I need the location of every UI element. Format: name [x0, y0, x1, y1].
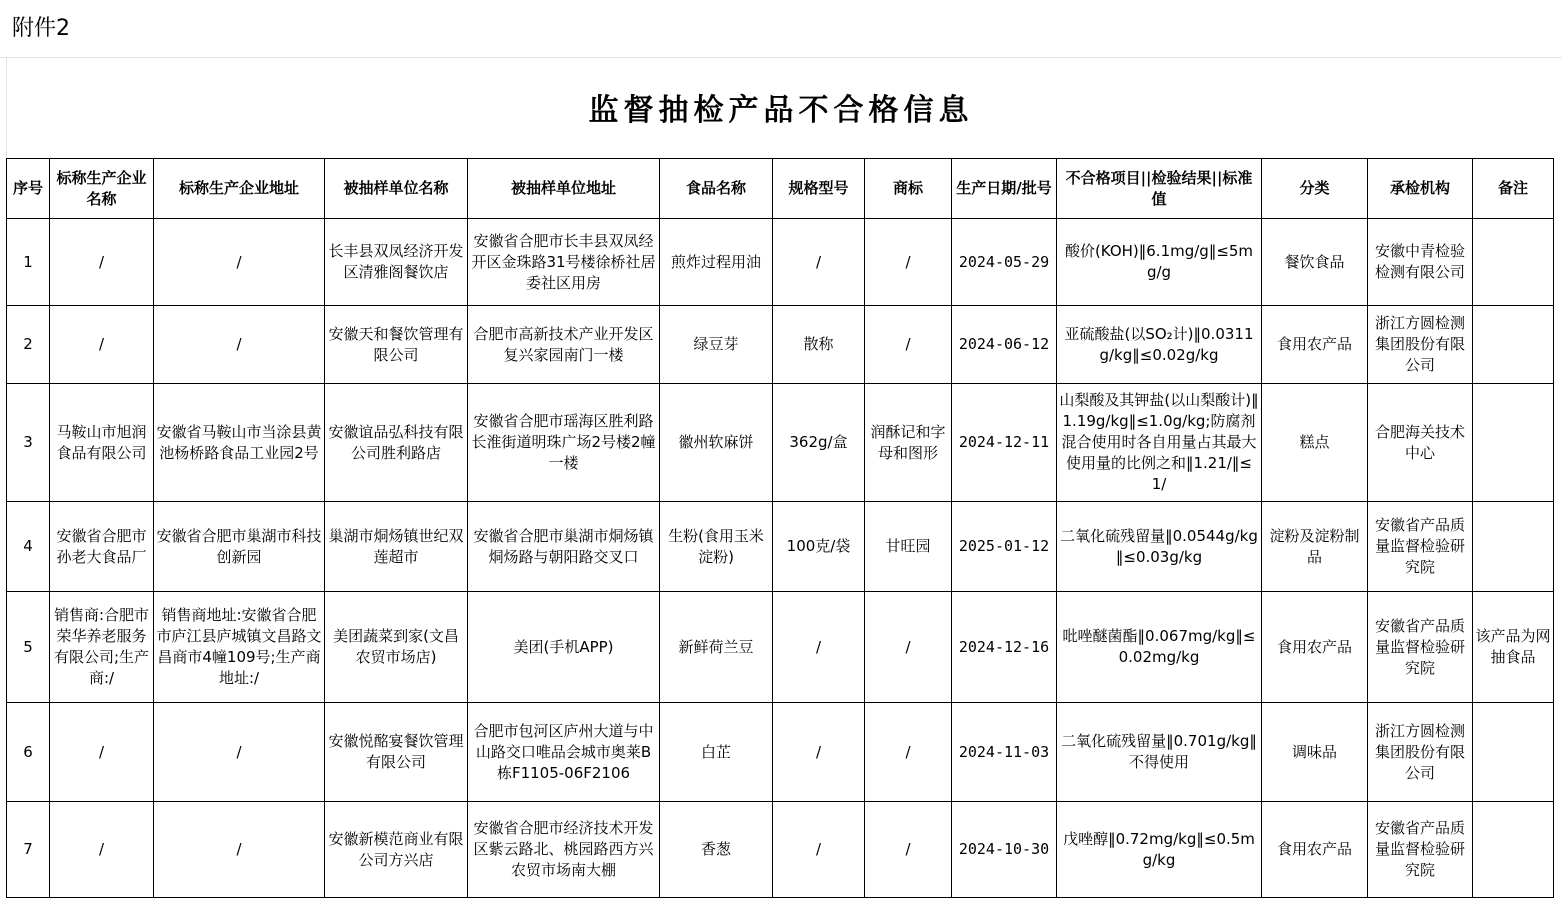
- cell-category: 食用农产品: [1262, 592, 1368, 703]
- cell-remarks: [1473, 306, 1554, 384]
- cell-sampled-unit-address: 美团(手机APP): [468, 592, 660, 703]
- document-title: 监督抽检产品不合格信息: [588, 93, 974, 128]
- cell-specification: /: [773, 219, 865, 306]
- cell-category: 糕点: [1262, 384, 1368, 502]
- cell-specification: 362g/盒: [773, 384, 865, 502]
- col-header-category: 分类: [1262, 159, 1368, 219]
- col-header-food-name: 食品名称: [660, 159, 773, 219]
- cell-category: 淀粉及淀粉制品: [1262, 502, 1368, 592]
- cell-production-date: 2024-12-16: [952, 592, 1057, 703]
- cell-specification: /: [773, 592, 865, 703]
- cell-category: 食用农产品: [1262, 802, 1368, 898]
- cell-testing-agency: 安徽省产品质量监督检验研究院: [1368, 502, 1473, 592]
- cell-manufacturer-name: 安徽省合肥市孙老大食品厂: [50, 502, 154, 592]
- cell-index: 7: [7, 802, 50, 898]
- cell-sampled-unit-name: 巢湖市烔炀镇世纪双莲超市: [325, 502, 468, 592]
- cell-food-name: 煎炸过程用油: [660, 219, 773, 306]
- cell-trademark: 甘旺园: [865, 502, 952, 592]
- table-row: [7, 502, 1554, 592]
- cell-failed-item: 酸价(KOH)‖6.1mg/g‖≤5mg/g: [1057, 219, 1262, 306]
- cell-manufacturer-name: /: [50, 306, 154, 384]
- cell-failed-item: 戊唑醇‖0.72mg/kg‖≤0.5mg/kg: [1057, 802, 1262, 898]
- cell-sampled-unit-address: 安徽省合肥市经济技术开发区紫云路北、桃园路西方兴农贸市场南大棚: [468, 802, 660, 898]
- cell-food-name: 新鲜荷兰豆: [660, 592, 773, 703]
- col-header-failed-item: 不合格项目||检验结果||标准值: [1057, 159, 1262, 219]
- cell-food-name: 香葱: [660, 802, 773, 898]
- cell-testing-agency: 安徽省产品质量监督检验研究院: [1368, 592, 1473, 703]
- cell-category: 调味品: [1262, 703, 1368, 802]
- cell-sampled-unit-address: 安徽省合肥市瑶海区胜利路长淮街道明珠广场2号楼2幢一楼: [468, 384, 660, 502]
- cell-trademark: /: [865, 592, 952, 703]
- cell-testing-agency: 安徽中青检验检测有限公司: [1368, 219, 1473, 306]
- sheet-top-border: [0, 57, 1562, 58]
- unqualified-products-table: [6, 158, 1554, 898]
- cell-food-name: 徽州软麻饼: [660, 384, 773, 502]
- cell-testing-agency: 安徽省产品质量监督检验研究院: [1368, 802, 1473, 898]
- cell-category: 餐饮食品: [1262, 219, 1368, 306]
- cell-manufacturer-name: /: [50, 219, 154, 306]
- cell-trademark: /: [865, 306, 952, 384]
- cell-failed-item: 吡唑醚菌酯‖0.067mg/kg‖≤0.02mg/kg: [1057, 592, 1262, 703]
- cell-manufacturer-name: /: [50, 802, 154, 898]
- cell-failed-item: 亚硫酸盐(以SO₂计)‖0.0311g/kg‖≤0.02g/kg: [1057, 306, 1262, 384]
- cell-food-name: 绿豆芽: [660, 306, 773, 384]
- cell-manufacturer-address: /: [154, 219, 325, 306]
- cell-sampled-unit-name: 安徽天和餐饮管理有限公司: [325, 306, 468, 384]
- col-header-index: 序号: [7, 159, 50, 219]
- col-header-testing-agency: 承检机构: [1368, 159, 1473, 219]
- cell-sampled-unit-address: 合肥市高新技术产业开发区复兴家园南门一楼: [468, 306, 660, 384]
- cell-food-name: 生粉(食用玉米淀粉): [660, 502, 773, 592]
- cell-remarks: [1473, 502, 1554, 592]
- cell-index: 1: [7, 219, 50, 306]
- cell-remarks: [1473, 384, 1554, 502]
- cell-production-date: 2025-01-12: [952, 502, 1057, 592]
- cell-manufacturer-address: 销售商地址:安徽省合肥市庐江县庐城镇文昌路文昌商市4幢109号;生产商地址:/: [154, 592, 325, 703]
- table-row: [7, 384, 1554, 502]
- col-header-manufacturer-address: 标称生产企业地址: [154, 159, 325, 219]
- cell-specification: 100克/袋: [773, 502, 865, 592]
- cell-sampled-unit-address: 合肥市包河区庐州大道与中山路交口唯品会城市奥莱B栋F1105-06F2106: [468, 703, 660, 802]
- failed-item-text: 山梨酸及其钾盐(以山梨酸计)‖1.19g/kg‖≤1.0g/kg;防腐剂混合使用时各自用量占其最大使用量的比例之和‖1.21/‖≤1/: [1059, 391, 1259, 493]
- cell-manufacturer-address: /: [154, 306, 325, 384]
- cell-sampled-unit-name: 安徽谊品弘科技有限公司胜利路店: [325, 384, 468, 502]
- cell-failed-item: 二氧化硫残留量‖0.701g/kg‖不得使用: [1057, 703, 1262, 802]
- cell-testing-agency: 合肥海关技术中心: [1368, 384, 1473, 502]
- col-header-sampled-unit-name: 被抽样单位名称: [325, 159, 468, 219]
- cell-trademark: /: [865, 703, 952, 802]
- cell-remarks: [1473, 703, 1554, 802]
- cell-specification: /: [773, 802, 865, 898]
- cell-production-date: 2024-05-29: [952, 219, 1057, 306]
- cell-testing-agency: 浙江方圆检测集团股份有限公司: [1368, 306, 1473, 384]
- cell-category: 食用农产品: [1262, 306, 1368, 384]
- cell-sampled-unit-address: 安徽省合肥市巢湖市烔炀镇烔炀路与朝阳路交叉口: [468, 502, 660, 592]
- table-row: [7, 219, 1554, 306]
- cell-sampled-unit-name: 安徽悦酩宴餐饮管理有限公司: [325, 703, 468, 802]
- table-row: [7, 802, 1554, 898]
- cell-index: 3: [7, 384, 50, 502]
- table-row: [7, 306, 1554, 384]
- table-row: [7, 703, 1554, 802]
- cell-production-date: 2024-06-12: [952, 306, 1057, 384]
- cell-production-date: 2024-12-11: [952, 384, 1057, 502]
- cell-index: 6: [7, 703, 50, 802]
- col-header-manufacturer-name: 标称生产企业名称: [50, 159, 154, 219]
- cell-testing-agency: 浙江方圆检测集团股份有限公司: [1368, 703, 1473, 802]
- cell-manufacturer-name: /: [50, 703, 154, 802]
- cell-sampled-unit-name: 美团蔬菜到家(文昌农贸市场店): [325, 592, 468, 703]
- cell-specification: /: [773, 703, 865, 802]
- col-header-production-date: 生产日期/批号: [952, 159, 1057, 219]
- cell-trademark: 润酥记和字母和图形: [865, 384, 952, 502]
- cell-manufacturer-name: 马鞍山市旭润食品有限公司: [50, 384, 154, 502]
- attachment-label: 附件2: [12, 16, 70, 41]
- cell-remarks: 该产品为网抽食品: [1473, 592, 1554, 703]
- col-header-trademark: 商标: [865, 159, 952, 219]
- cell-sampled-unit-name: 长丰县双凤经济开发区清雅阁餐饮店: [325, 219, 468, 306]
- col-header-sampled-unit-address: 被抽样单位地址: [468, 159, 660, 219]
- cell-production-date: 2024-10-30: [952, 802, 1057, 898]
- cell-sampled-unit-name: 安徽新模范商业有限公司方兴店: [325, 802, 468, 898]
- cell-specification: 散称: [773, 306, 865, 384]
- col-header-remarks: 备注: [1473, 159, 1554, 219]
- cell-failed-item: [1057, 384, 1262, 502]
- cell-index: 4: [7, 502, 50, 592]
- cell-manufacturer-address: 安徽省马鞍山市当涂县黄池杨桥路食品工业园2号: [154, 384, 325, 502]
- cell-remarks: [1473, 802, 1554, 898]
- cell-food-name: 白芷: [660, 703, 773, 802]
- cell-failed-item: 二氧化硫残留量‖0.0544g/kg‖≤0.03g/kg: [1057, 502, 1262, 592]
- cell-remarks: [1473, 219, 1554, 306]
- cell-production-date: 2024-11-03: [952, 703, 1057, 802]
- col-header-specification: 规格型号: [773, 159, 865, 219]
- table-header-row: [7, 159, 1554, 219]
- table-row: [7, 592, 1554, 703]
- cell-manufacturer-address: /: [154, 802, 325, 898]
- cell-manufacturer-address: /: [154, 703, 325, 802]
- cell-trademark: /: [865, 219, 952, 306]
- cell-sampled-unit-address: 安徽省合肥市长丰县双凤经开区金珠路31号楼徐桥社居委社区用房: [468, 219, 660, 306]
- cell-index: 2: [7, 306, 50, 384]
- cell-manufacturer-address: 安徽省合肥市巢湖市科技创新园: [154, 502, 325, 592]
- cell-manufacturer-name: 销售商:合肥市荣华养老服务有限公司;生产商:/: [50, 592, 154, 703]
- cell-index: 5: [7, 592, 50, 703]
- cell-trademark: /: [865, 802, 952, 898]
